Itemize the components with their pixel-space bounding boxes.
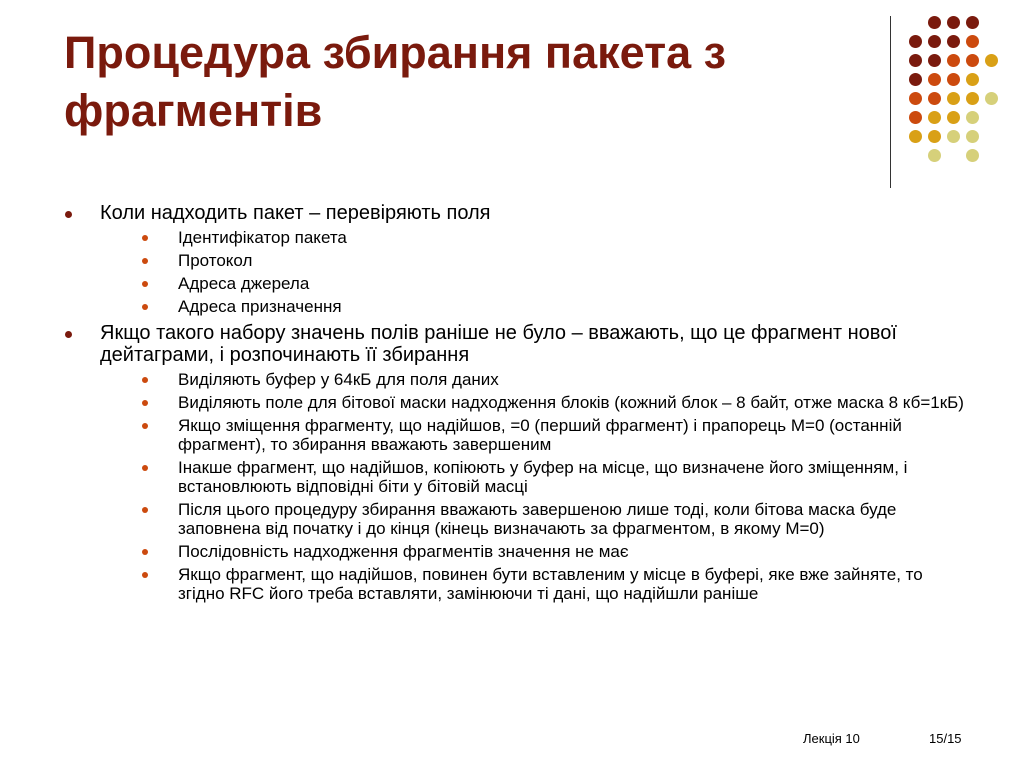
decorative-dot — [947, 130, 960, 143]
sub-bullet-item: Ідентифікатор пакета — [137, 228, 967, 247]
decorative-dot — [947, 54, 960, 67]
decorative-dot — [909, 73, 922, 86]
sub-bullet-item: Виділяють буфер у 64кБ для поля даних — [137, 370, 967, 389]
decorative-dot — [909, 130, 922, 143]
footer-lecture: Лекція 10 — [803, 731, 860, 746]
decorative-dot — [928, 111, 941, 124]
decorative-dot — [966, 149, 979, 162]
decorative-dot — [966, 54, 979, 67]
sub-bullet-item: Протокол — [137, 251, 967, 270]
decorative-dot — [947, 73, 960, 86]
decorative-dot — [947, 92, 960, 105]
sub-bullet-item: Послідовність надходження фрагментів значення не має — [137, 542, 967, 561]
decorative-dot — [928, 16, 941, 29]
decorative-dot — [928, 54, 941, 67]
decorative-dot — [966, 16, 979, 29]
decorative-dot — [928, 130, 941, 143]
sub-bullet-list — [100, 370, 967, 603]
bullet-item — [62, 322, 967, 603]
decorative-dot — [985, 54, 998, 67]
bullet-text: Якщо такого набору значень полів раніше не було – вважають, що це фрагмент нової дейтаграми, і розпочинають її збирання — [100, 322, 897, 366]
bullet-item — [62, 202, 967, 316]
sub-bullet-item: Виділяють поле для бітової маски надходження блоків (кожний блок – 8 байт, отже маска 8 кб=1кБ) — [137, 393, 967, 412]
decorative-dot — [966, 92, 979, 105]
sub-bullet-item: Адреса джерела — [137, 274, 967, 293]
sub-bullet-item: Якщо зміщення фрагменту, що надійшов, =0 (перший фрагмент) і прапорець M=0 (останній фрагмент), то збирання вважають завершеним — [137, 416, 967, 454]
sub-bullet-item: Якщо фрагмент, що надійшов, повинен бути вставленим у місце в буфері, яке вже зайняте, то згідно RFC його треба вставляти, замінюючи ті дані, що надійшли раніше — [137, 565, 967, 603]
bullet-text: Коли надходить пакет – перевіряють поля — [100, 202, 491, 224]
decorative-dot — [928, 73, 941, 86]
sub-bullet-item: Адреса призначення — [137, 297, 967, 316]
slide-content — [62, 196, 967, 603]
decorative-dot — [909, 35, 922, 48]
sub-bullet-list — [100, 228, 967, 316]
decorative-dot — [947, 35, 960, 48]
bullet-list — [62, 202, 967, 603]
decorative-dot — [966, 111, 979, 124]
decorative-dot — [947, 16, 960, 29]
decorative-dot — [928, 92, 941, 105]
decorative-dot — [909, 92, 922, 105]
decorative-dot — [928, 35, 941, 48]
decorative-dot — [909, 54, 922, 67]
decorative-dot — [985, 92, 998, 105]
decorative-dot — [909, 111, 922, 124]
slide-title: Процедура збирання пакета з фрагментів — [64, 27, 727, 136]
sub-bullet-item: Після цього процедуру збирання вважають завершеною лише тоді, коли бітова маска буде заповнена від початку і до кінця (кінець визначають за фрагментом, в якому M=0) — [137, 500, 967, 538]
decorative-dot — [928, 149, 941, 162]
sub-bullet-item: Інакше фрагмент, що надійшов, копіюють у буфер на місце, що визначене його зміщенням, і встановлюють відповідні біти у бітовій масці — [137, 458, 967, 496]
decorative-dot — [966, 35, 979, 48]
decorative-dot — [966, 73, 979, 86]
decorative-dot — [966, 130, 979, 143]
divider-line — [890, 16, 891, 188]
decorative-dot — [947, 111, 960, 124]
footer-page-number: 15/15 — [929, 731, 962, 746]
